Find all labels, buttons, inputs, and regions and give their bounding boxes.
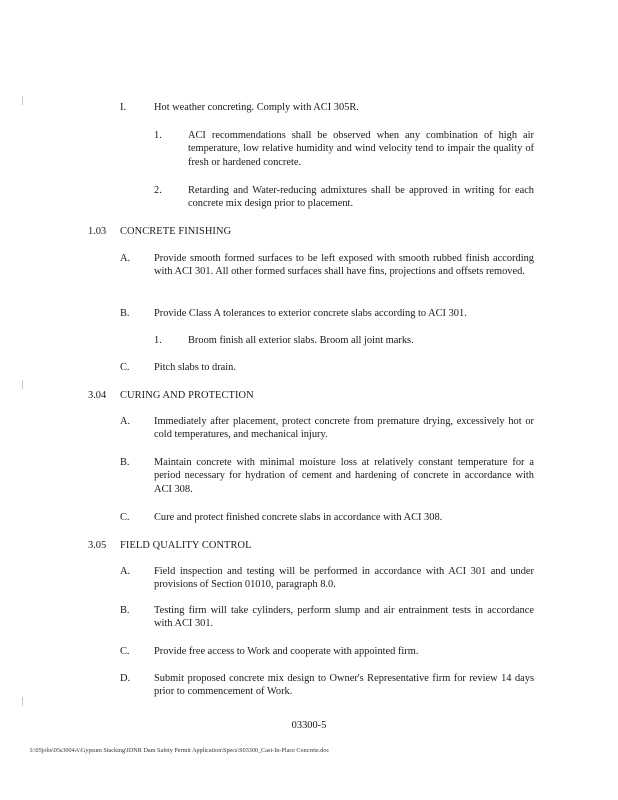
item-text: Maintain concrete with minimal moisture loss at relatively constant temperature for a period necessary for hydration of cement and hardening of concrete in accordance with ACI 308. bbox=[154, 457, 534, 495]
item-label: B. bbox=[120, 605, 130, 616]
item-text: Retarding and Water-reducing admixtures shall be approved in writing for each concrete mix design prior to placement. bbox=[188, 185, 534, 210]
item-label: A. bbox=[120, 416, 131, 427]
section-number: 1.03 bbox=[88, 226, 107, 237]
margin-mark bbox=[22, 96, 23, 105]
section-i-text: Hot weather concreting. Comply with ACI 305R. bbox=[154, 102, 359, 113]
section-number: 3.05 bbox=[88, 540, 107, 551]
item-text: Immediately after placement, protect concrete from premature drying, excessively hot or cold temperatures, and mechanical injury. bbox=[154, 416, 534, 441]
item-label: A. bbox=[120, 566, 131, 577]
item-text: Testing firm will take cylinders, perform slump and air entrainment tests in accordance with ACI 301. bbox=[154, 605, 534, 630]
item-text: Provide smooth formed surfaces to be left exposed with smooth rubbed finish according with ACI 301. All other formed surfaces shall have fins, projections and offsets removed. bbox=[154, 253, 534, 278]
section-title: FIELD QUALITY CONTROL bbox=[120, 540, 252, 551]
section-i-label: I. bbox=[120, 102, 127, 113]
section-number: 3.04 bbox=[88, 390, 107, 401]
item-text: Submit proposed concrete mix design to Owner's Representative firm for review 14 days prior to commencement of Work. bbox=[154, 673, 534, 698]
section-title: CURING AND PROTECTION bbox=[120, 390, 254, 401]
item-text: Field inspection and testing will be performed in accordance with ACI 301 and under provisions of Section 01010, paragraph 8.0. bbox=[154, 566, 534, 591]
item-label: C. bbox=[120, 646, 130, 657]
margin-mark bbox=[22, 697, 23, 706]
page-number: 03300-5 bbox=[291, 720, 327, 731]
item-number: 1. bbox=[154, 130, 162, 141]
margin-mark bbox=[22, 380, 23, 389]
item-label: B. bbox=[120, 308, 130, 319]
file-path: I:\05jobs\05s3004A\Gypsum Stacking\IDNR Dam Safety Permit Application\Specs\S03300_Cast-In-Place Concrete.doc bbox=[30, 747, 330, 754]
item-label: D. bbox=[120, 673, 131, 684]
item-text: Cure and protect finished concrete slabs in accordance with ACI 308. bbox=[154, 512, 443, 523]
item-text: Pitch slabs to drain. bbox=[154, 362, 236, 373]
item-label: C. bbox=[120, 512, 130, 523]
item-text: Provide free access to Work and cooperate with appointed firm. bbox=[154, 646, 419, 657]
item-label: C. bbox=[120, 362, 130, 373]
section-title: CONCRETE FINISHING bbox=[120, 226, 232, 237]
item-number: 2. bbox=[154, 185, 162, 196]
item-text: Provide Class A tolerances to exterior concrete slabs according to ACI 301. bbox=[154, 308, 467, 319]
item-label: B. bbox=[120, 457, 130, 468]
item-text: Broom finish all exterior slabs. Broom all joint marks. bbox=[188, 335, 414, 346]
item-number: 1. bbox=[154, 335, 162, 346]
item-text: ACI recommendations shall be observed when any combination of high air temperature, low relative humidity and wind velocity tend to impair the quality of fresh or hardened concrete. bbox=[188, 130, 534, 168]
item-label: A. bbox=[120, 253, 131, 264]
